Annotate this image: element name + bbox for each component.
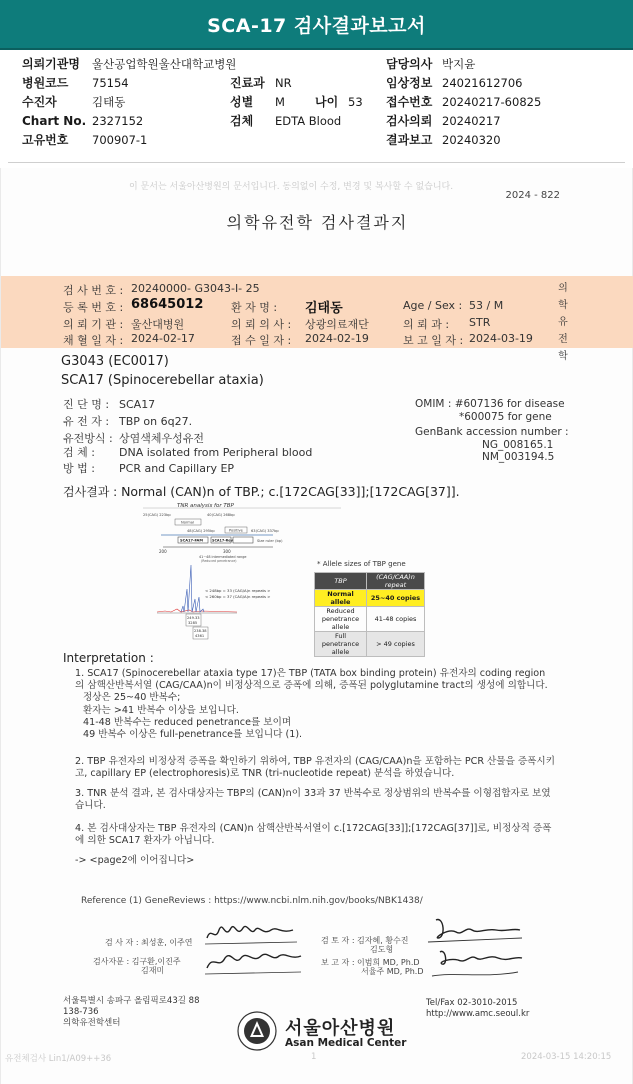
peak1-size: 249.33 bbox=[187, 616, 200, 620]
header-right-column bbox=[386, 55, 541, 150]
field-specimen: 검 체 : DNA isolated from Peripheral blood bbox=[63, 446, 313, 459]
interpretation-4: 4. 본 검사대상자는 TBP 유전자의 (CAN)n 삼핵산반복서열이 c.[172CAG[33]];[172CAG[37]]로, 비정상적 증폭에 의한 SCA17 환자가 아닙니다. bbox=[75, 823, 552, 847]
requesting-doctor-label: 의 뢰 의 사 : bbox=[231, 318, 292, 331]
report-title: SCA-17 검사결과보고서 bbox=[207, 14, 426, 37]
reviewer-label-2: 김도형 bbox=[370, 945, 394, 954]
hospital-name-korean: 서울아산병원 bbox=[285, 1018, 396, 1039]
intermediate-range-label: 41~48 intermediated range bbox=[199, 555, 247, 559]
reference: Reference (1) GeneReviews : https://www.ncbi.nlm.nih.gov/books/NBK1438/ bbox=[81, 896, 423, 906]
tester-label: 검 사 자 : 최성훈, 이주연 bbox=[105, 938, 193, 947]
allele-size-table bbox=[314, 572, 425, 657]
receipt-date: 2024-02-19 bbox=[305, 332, 369, 345]
reviewer-signature bbox=[426, 914, 526, 984]
test-no-label: 검 사 번 호 : bbox=[63, 284, 124, 297]
reporter-label-2: 서율주 MD, Ph.D bbox=[361, 967, 424, 976]
table-row: Normal allele 25~40 copies bbox=[315, 590, 425, 607]
test-name: SCA17 (Spinocerebellar ataxia) bbox=[61, 373, 264, 388]
allele-table-header: TBP (CAG/CAA)n repeat bbox=[315, 573, 425, 590]
peak-label-37: < 260bp = 37 (CAG/A)n repeats > bbox=[205, 594, 271, 599]
dept: STR bbox=[469, 316, 491, 329]
figure-title: TNR analysis for TBP bbox=[177, 503, 234, 509]
interpretation-1: 1. SCA17 (Spinocerebellar ataxia type 17)은 TBP (TATA box binding protein) 유전자의 coding region 의 삼핵산반복서열 (CAG/CAA)n이 비정상적으로 증폭에 의해, 증폭된 polyglutamine tract의 생성에 의합니다. 정상은 25~40 반복수; 환자는 >41 반복수 이상을 보입니다. 41-48 반복수는 reduced penetrance를 보이며 49 반복수 이상은 full-penetrance를 보입니다 (1). bbox=[75, 668, 548, 741]
interpretation-3: 3. TNR 분석 결과, 본 검사대상자는 TBP의 (CAN)n이 33과 37 반복수로 정상범위의 반복수를 이형접합자로 보였습니다. bbox=[75, 788, 551, 812]
asan-foundation-logo-icon bbox=[237, 1011, 277, 1051]
vertical-dept-label: 의 학 유 전 학 bbox=[558, 283, 568, 362]
reviewer-label: 검 토 자 : 김자혜, 황수진 bbox=[321, 936, 409, 945]
header-dept: 진료과 NR bbox=[230, 76, 292, 90]
field-gene: 유 전 자 : TBP on 6q27. bbox=[63, 415, 193, 428]
reverse-primer-box-b bbox=[233, 537, 253, 543]
peak2-height: 4361 bbox=[195, 634, 205, 638]
advisor-label: 검사자문 : 김구환,이진주 bbox=[93, 957, 181, 966]
allele-table-title: * Allele sizes of TBP gene bbox=[317, 560, 406, 568]
size-standard-trace bbox=[157, 609, 237, 612]
genbank-nm: NM_003194.5 bbox=[482, 451, 555, 463]
figure-label-25cag: 25(CAG) 223bp bbox=[143, 513, 171, 517]
header-row-report-date: 결과보고 20240320 bbox=[386, 133, 501, 147]
report-title-bar bbox=[0, 0, 633, 48]
peak2-size: 238.38 bbox=[194, 629, 207, 633]
header-row-receipt-no: 접수번호 20240217-60825 bbox=[386, 95, 542, 109]
continued-note: -> <page2에 이어집니다> bbox=[75, 855, 195, 866]
forward-primer-label: SCA17-FAM bbox=[180, 538, 203, 543]
size-ruler-label: Size ruler (bp) bbox=[257, 539, 283, 543]
collection-date: 2024-02-17 bbox=[131, 332, 195, 345]
header-sex-age: 성별 M 나이 53 bbox=[230, 95, 363, 109]
omim-gene: *600075 for gene bbox=[459, 411, 552, 423]
reduced-penetrance-label: (Reduced penetrance) bbox=[201, 559, 237, 563]
header-row-chart-no: Chart No. 2327152 bbox=[22, 114, 144, 128]
peak-label-33: < 248bp = 33 (CAG/A)n repeats > bbox=[205, 588, 271, 593]
header-row-clinical-info: 임상정보 24021612706 bbox=[386, 76, 523, 90]
receipt-date-label: 접 수 일 자 : bbox=[231, 334, 292, 347]
header-row-patient: 수진자 김태동 bbox=[22, 95, 126, 109]
test-code: G3043 (EC0017) bbox=[61, 354, 169, 369]
age-sex: 53 / M bbox=[469, 299, 504, 312]
reverse-primer-label-a: SCA17-Rev bbox=[212, 538, 233, 543]
header-specimen: 검체 EDTA Blood bbox=[230, 114, 342, 128]
reg-no-label: 등 록 번 호 : bbox=[63, 301, 124, 314]
hospital-contact: Tel/Fax 02-3010-2015 http://www.amc.seoul.kr bbox=[426, 998, 530, 1019]
table-row: Reduced penetrance allele 41-48 copies bbox=[315, 607, 425, 632]
field-diagnosis: 진 단 명 : SCA17 bbox=[63, 398, 156, 411]
sample-peak-trace bbox=[181, 565, 204, 612]
interpretation-heading: Interpretation : bbox=[63, 651, 154, 665]
patient-name: 김태동 bbox=[305, 301, 343, 316]
header-row-request-date: 검사의뢰 20240217 bbox=[386, 114, 501, 128]
table-row: Full penetrance allele > 49 copies bbox=[315, 632, 425, 657]
patient-name-label: 환 자 명 : bbox=[231, 301, 278, 314]
report-date: 2024-03-19 bbox=[469, 332, 533, 345]
hospital-name-english: Asan Medical Center bbox=[285, 1037, 407, 1049]
field-method: 방 법 : PCR and Capillary EP bbox=[63, 462, 235, 475]
test-no: 20240000- G3043-I- 25 bbox=[131, 282, 260, 295]
reporter-label: 보 고 자 : 이범희 MD, Ph.D bbox=[321, 958, 420, 967]
peak1-height: 3285 bbox=[188, 621, 198, 625]
patient-info-band-edge bbox=[601, 276, 633, 348]
report-number: 2024 - 822 bbox=[505, 190, 560, 201]
footer-timestamp: 2024-03-15 14:20:15 bbox=[521, 1052, 612, 1062]
field-inheritance: 유전방식 : 상염색체우성유전 bbox=[63, 432, 205, 445]
size-ruler-tick-300: 300 bbox=[223, 549, 231, 554]
title-underline bbox=[0, 48, 633, 50]
positive-range-label: Positive bbox=[229, 528, 243, 533]
footer-page-number: 1 bbox=[311, 1052, 317, 1062]
header-divider bbox=[8, 162, 625, 163]
test-result: 검사결과 : Normal (CAN)n of TBP.; c.[172CAG[33]];[172CAG[37]]. bbox=[63, 484, 460, 499]
requesting-doctor: 상광의료재단 bbox=[305, 318, 369, 331]
genbank-ng: NG_008165.1 bbox=[482, 439, 554, 451]
header-row-institution: 의뢰기관명 울산공업학원울산대학교병원 bbox=[22, 57, 237, 71]
omim-disease: OMIM : #607136 for disease bbox=[415, 398, 565, 410]
genbank-label: GenBank accession number : bbox=[415, 426, 569, 438]
header-row-doctor: 담당의사 박지윤 bbox=[386, 57, 476, 71]
header-row-hospital-code: 병원코드 75154 bbox=[22, 76, 129, 90]
footer-form-id: 유전체검사 Lin1/A09++36 bbox=[5, 1054, 112, 1064]
collection-date-label: 채 혈 일 자 : bbox=[63, 334, 124, 347]
size-ruler-tick-200: 200 bbox=[159, 549, 167, 554]
reg-no: 68645012 bbox=[131, 297, 204, 312]
institution: 울산대병원 bbox=[131, 318, 185, 331]
hospital-address: 서울특별시 송파구 올림픽로43길 88 138-736 의학유전학센터 bbox=[63, 996, 200, 1028]
header-left-column bbox=[22, 55, 236, 150]
tester-signature bbox=[201, 916, 311, 978]
scanned-report-page bbox=[0, 168, 633, 1084]
figure-label-63cag: 63(CAG) 337bp bbox=[251, 529, 279, 533]
document-title: 의학유전학 검사결과지 bbox=[226, 213, 409, 232]
age-sex-label: Age / Sex : bbox=[403, 299, 463, 312]
header-row-unique-no: 고유번호 700907-1 bbox=[22, 133, 148, 147]
figure-label-40cag: 40(CAG) 268bp bbox=[207, 513, 235, 517]
institution-label: 의 뢰 기 관 : bbox=[63, 318, 124, 331]
dept-label: 의 뢰 과 : bbox=[403, 318, 450, 331]
normal-range-label: Normal bbox=[181, 520, 195, 525]
advisor-label-2: 김재미 bbox=[141, 966, 165, 975]
figure-label-48cag: 48(CAG) 295bp bbox=[187, 529, 215, 533]
report-date-label: 보 고 일 자 : bbox=[403, 334, 464, 347]
confidential-notice: 이 문서는 서울아산병원의 문서입니다. 동의없이 수정, 변경 및 복사할 수 없습니다. bbox=[129, 182, 454, 192]
interpretation-2: 2. TBP 유전자의 비정상적 증폭을 확인하기 위하여, TBP 유전자의 (CAG/CAA)n을 포함하는 PCR 산물을 증폭시키고, capillary EP (electrophoresis)로 TNR (tri-nucleotide repeat) 분석을 하였습니다. bbox=[75, 756, 555, 780]
